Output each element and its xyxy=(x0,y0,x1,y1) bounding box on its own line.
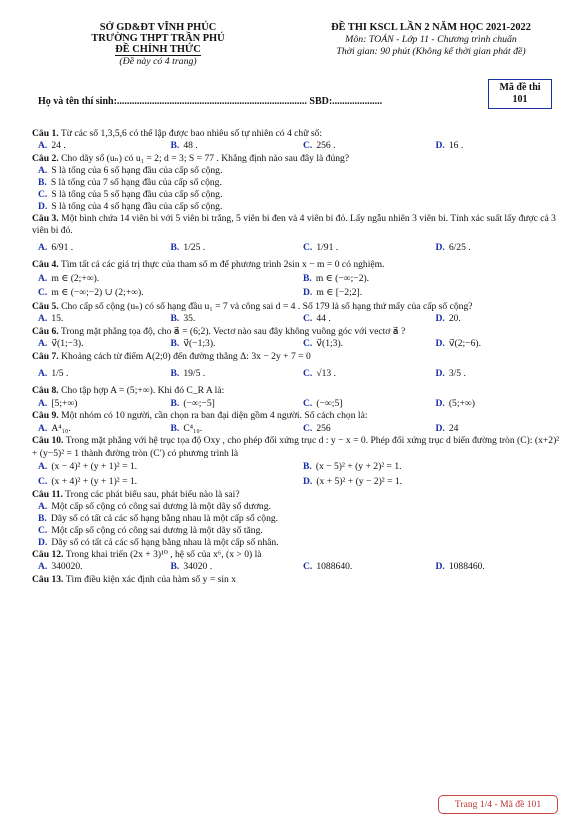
answer-option xyxy=(32,363,165,385)
option-letter: C. xyxy=(303,422,313,434)
answer-option xyxy=(165,237,298,259)
option-text: 6/91 . xyxy=(51,242,74,254)
answer-option xyxy=(32,313,165,326)
option-text: 1/25 . xyxy=(183,242,206,254)
question-text: Cho tập hợp A = (5;+∞). Khi đó C_R A là: xyxy=(61,385,225,397)
answer-option xyxy=(32,165,562,177)
option-text: 35. xyxy=(183,313,196,325)
option-text: (5;+∞) xyxy=(448,397,475,409)
question-number: Câu 3. xyxy=(32,212,59,224)
option-text: S là tổng của 7 số hạng đầu của cấp số cộng. xyxy=(50,177,222,189)
option-letter: D. xyxy=(435,140,445,152)
option-letter: D. xyxy=(435,561,445,573)
exam-header xyxy=(0,22,586,82)
option-letter: A. xyxy=(38,368,48,380)
question-number: Câu 7. xyxy=(32,350,59,362)
option-letter: A. xyxy=(38,242,48,254)
option-text: 24 xyxy=(448,422,459,434)
answer-options xyxy=(32,501,562,548)
option-letter: A. xyxy=(38,422,48,434)
option-text: S là tổng của 5 số hạng đầu của cấp số cộng. xyxy=(51,189,223,200)
question xyxy=(32,301,562,326)
option-text: Dãy số có tất cả các số hạng bằng nhau là một cấp số cộng. xyxy=(50,513,279,525)
question xyxy=(32,153,562,213)
option-letter: B. xyxy=(303,461,312,473)
question-stem xyxy=(32,435,562,460)
option-text: C⁴₁₀. xyxy=(183,422,203,434)
exam-time: Thời gian: 90 phút (Không kể thời gian phát đề) xyxy=(336,45,526,57)
question-number: Câu 5. xyxy=(32,300,59,312)
question-text: Trong mặt phẳng tọa độ, cho a⃗ = (6;2). Vectơ nào sau đây không vuông góc với vectơ a⃗ ? xyxy=(60,325,406,337)
option-letter: D. xyxy=(435,338,445,350)
option-text: A⁴₁₀. xyxy=(51,422,71,434)
option-text: v⃗(2;−6). xyxy=(448,338,481,350)
answer-options xyxy=(32,140,562,153)
answer-option xyxy=(32,513,562,525)
answer-option xyxy=(32,140,165,153)
question xyxy=(32,574,562,586)
question-text: Một bình chứa 14 viên bi với 5 viên bi trắng, 5 viên bi đen và 4 viên bi đỏ. Lấy ngẫu nhiên 3 viên bi. Tính xác suất lấy được cả 3 viên bi đỏ. xyxy=(32,212,556,236)
question-text: Tìm tất cả các giá trị thực của tham số m để phương trình 2sin x − m = 0 có nghiệm. xyxy=(60,259,385,271)
page-footer: Trang 1/4 - Mã đề 101 xyxy=(438,795,558,814)
option-text: v⃗(1;−3). xyxy=(51,338,84,350)
option-text: 1/5 . xyxy=(51,368,69,380)
page-count: (Đề này có 4 trang) xyxy=(119,56,197,67)
answer-options xyxy=(32,398,562,411)
exam-code-value: 101 xyxy=(512,94,528,105)
question-text: Một nhóm có 10 người, cần chọn ra ban đại diện gồm 4 người. Số cách chọn là: xyxy=(61,410,368,422)
official-label: ĐỀ CHÍNH THỨC xyxy=(115,44,201,55)
answer-option xyxy=(165,313,298,326)
question-text: Khoảng cách từ điểm A(2;0) đến đường thẳng Δ: 3x − 2y + 7 = 0 xyxy=(61,350,311,362)
answer-options xyxy=(32,165,562,212)
option-letter: C. xyxy=(38,475,48,487)
option-letter: B. xyxy=(170,140,180,152)
option-letter: D. xyxy=(303,475,313,487)
answer-option xyxy=(430,398,563,411)
question-stem xyxy=(32,385,562,397)
answer-options xyxy=(32,561,562,574)
answer-options xyxy=(32,338,562,351)
question-text: Cho cấp số cộng (uₙ) có số hạng đầu u₁ = 7 và công sai d = 4 . Số 179 là số hạng thứ mấy của cấp số cộng? xyxy=(61,300,473,312)
option-text: 256 . xyxy=(316,140,336,152)
option-text: (x + 5)² + (y − 2)² = 1. xyxy=(316,475,403,487)
answer-options xyxy=(32,423,562,436)
option-text: 3/5 . xyxy=(448,368,466,380)
question xyxy=(32,259,562,300)
option-letter: B. xyxy=(170,313,180,325)
option-text: Dãy số có tất cả các số hạng bằng nhau là một cấp số nhân. xyxy=(51,536,279,548)
option-letter: C. xyxy=(303,397,313,409)
answer-option xyxy=(32,177,562,189)
answer-option xyxy=(32,272,297,287)
answer-options xyxy=(32,363,562,385)
option-letter: C. xyxy=(303,338,313,350)
option-text: m ∈ (2;+∞). xyxy=(51,272,100,284)
answer-option xyxy=(297,561,430,574)
option-letter: C. xyxy=(38,525,48,537)
answer-option xyxy=(32,237,165,259)
option-text: 1088460. xyxy=(448,561,485,573)
option-text: (x − 5)² + (y + 2)² = 1. xyxy=(315,461,402,473)
option-letter: B. xyxy=(38,177,47,189)
option-text: 20. xyxy=(448,313,461,325)
question-number: Câu 12. xyxy=(32,548,64,560)
question xyxy=(32,385,562,410)
option-text: 19/5 . xyxy=(183,368,206,380)
question-text: Trong các phát biểu sau, phát biểu nào là sai? xyxy=(65,489,240,501)
answer-option xyxy=(297,338,430,351)
question-stem xyxy=(32,259,562,271)
answer-option xyxy=(297,475,562,490)
question-number: Câu 8. xyxy=(32,385,59,397)
question xyxy=(32,326,562,351)
option-text: √13 . xyxy=(316,368,336,380)
option-letter: C. xyxy=(303,242,313,254)
option-letter: D. xyxy=(435,242,445,254)
option-letter: B. xyxy=(38,513,47,525)
answer-options xyxy=(32,237,562,259)
option-text: [5;+∞) xyxy=(51,397,78,409)
dept-name: SỞ GD&ĐT VĨNH PHÚC xyxy=(99,22,217,33)
answer-option xyxy=(430,237,563,259)
question xyxy=(32,489,562,549)
question-stem xyxy=(32,489,562,501)
option-text: 48 . xyxy=(183,140,198,152)
answer-option xyxy=(32,501,562,513)
option-letter: A. xyxy=(38,501,48,513)
option-letter: D. xyxy=(435,368,445,380)
option-text: 1088640. xyxy=(316,561,353,573)
question-stem xyxy=(32,153,562,165)
option-letter: A. xyxy=(38,397,48,409)
question xyxy=(32,435,562,489)
answer-option xyxy=(297,423,430,436)
question-number: Câu 1. xyxy=(32,128,59,139)
answer-option xyxy=(165,140,298,153)
option-letter: B. xyxy=(170,338,180,350)
question-number: Câu 13. xyxy=(32,573,64,585)
option-text: v⃗(1;3). xyxy=(316,338,344,350)
question-list xyxy=(32,128,562,586)
answer-option xyxy=(32,525,562,537)
answer-option xyxy=(430,338,563,351)
question-text: Trong khai triển (2x + 3)¹⁰ , hệ số của x⁶, (x > 0) là xyxy=(65,548,262,560)
option-letter: B. xyxy=(170,397,180,409)
question-number: Câu 6. xyxy=(32,325,59,337)
option-text: Một cấp số cộng có công sai dương là một dãy số dương. xyxy=(51,501,271,513)
option-letter: A. xyxy=(38,338,48,350)
option-letter: B. xyxy=(170,561,180,573)
option-text: (−∞;−5] xyxy=(183,397,215,409)
question-text: Từ các số 1,3,5,6 có thể lập được bao nhiêu số tự nhiên có 4 chữ số: xyxy=(60,128,323,139)
question-number: Câu 2. xyxy=(32,153,59,164)
option-letter: C. xyxy=(303,140,313,152)
option-letter: D. xyxy=(435,313,445,325)
question-text: Trong mặt phẳng với hệ trục tọa độ Oxy , cho phép đối xứng trục d : y − x = 0. Phép đối xứng trục d biến đường tròn (C): (x+2)² + (y−5)² = 1 thành đường tròn (C′) có phương trình là xyxy=(32,435,560,459)
school-block xyxy=(38,22,278,68)
option-letter: A. xyxy=(38,313,48,325)
answer-option xyxy=(165,338,298,351)
school-name: TRƯỜNG THPT TRẦN PHÚ xyxy=(91,33,225,44)
answer-option xyxy=(165,423,298,436)
option-text: Một cấp số cộng có công sai dương là một dãy số tăng. xyxy=(51,525,263,537)
option-text: (−∞;5] xyxy=(316,397,343,409)
answer-option xyxy=(297,272,562,287)
answer-option xyxy=(165,561,298,574)
option-text: m ∈ (−∞;−2). xyxy=(315,272,370,284)
question xyxy=(32,213,562,260)
option-text: S là tổng của 4 số hạng đầu của cấp số cộng. xyxy=(51,200,223,212)
option-text: (x + 4)² + (y + 1)² = 1. xyxy=(51,475,138,487)
answer-option xyxy=(297,460,562,475)
answer-option xyxy=(430,561,563,574)
option-letter: A. xyxy=(38,461,48,473)
option-letter: A. xyxy=(38,165,48,177)
question-number: Câu 9. xyxy=(32,410,59,422)
answer-option xyxy=(297,363,430,385)
question-text: Tìm điều kiện xác định của hàm số y = sin x xyxy=(65,573,237,585)
question-stem xyxy=(32,351,562,363)
option-letter: C. xyxy=(38,189,48,200)
answer-option xyxy=(32,338,165,351)
answer-option xyxy=(32,475,297,490)
answer-option xyxy=(32,286,297,301)
answer-options xyxy=(32,460,562,489)
question-stem xyxy=(32,128,562,140)
question-number: Câu 4. xyxy=(32,259,59,271)
question xyxy=(32,351,562,385)
question-stem xyxy=(32,410,562,422)
answer-option xyxy=(32,423,165,436)
answer-option xyxy=(297,237,430,259)
question-text: Cho dãy số (uₙ) có u₁ = 2; d = 3; S = 77 . Khẳng định nào sau đây là đúng? xyxy=(61,153,350,164)
option-letter: A. xyxy=(38,140,48,152)
exam-subject: Môn: TOÁN - Lớp 11 - Chương trình chuẩn xyxy=(345,34,517,45)
question-stem xyxy=(32,574,562,586)
answer-option xyxy=(32,189,562,201)
option-text: 15. xyxy=(51,313,64,325)
answer-option xyxy=(32,561,165,574)
answer-options xyxy=(32,313,562,326)
option-letter: D. xyxy=(435,422,445,434)
question-stem xyxy=(32,301,562,313)
option-text: 44 . xyxy=(316,313,331,325)
option-letter: A. xyxy=(38,272,48,284)
option-text: v⃗(−1;3). xyxy=(183,338,216,350)
option-letter: D. xyxy=(303,287,313,299)
option-letter: B. xyxy=(170,242,180,254)
answer-option xyxy=(430,313,563,326)
answer-option xyxy=(32,398,165,411)
answer-option xyxy=(165,363,298,385)
option-text: 1/91 . xyxy=(316,242,339,254)
option-letter: B. xyxy=(170,422,180,434)
answer-option xyxy=(430,140,563,153)
option-text: 24 . xyxy=(51,140,66,152)
option-letter: B. xyxy=(303,272,312,284)
option-letter: C. xyxy=(38,287,48,299)
answer-option xyxy=(297,398,430,411)
question xyxy=(32,549,562,574)
answer-option xyxy=(165,398,298,411)
question-stem xyxy=(32,549,562,561)
option-letter: C. xyxy=(303,368,313,380)
exam-block xyxy=(296,22,566,57)
option-text: 340020. xyxy=(51,561,83,573)
option-letter: D. xyxy=(38,200,48,212)
option-text: 16 . xyxy=(448,140,464,152)
answer-option xyxy=(32,201,562,213)
question-stem xyxy=(32,213,562,238)
option-letter: D. xyxy=(38,536,48,548)
question-number: Câu 10. xyxy=(32,435,64,447)
option-text: S là tổng của 6 số hạng đầu của cấp số cộng. xyxy=(51,165,223,177)
question-number: Câu 11. xyxy=(32,489,63,501)
question-stem xyxy=(32,326,562,338)
option-text: 6/25 . xyxy=(448,242,471,254)
answer-option xyxy=(32,537,562,549)
exam-code-label: Mã đề thi xyxy=(499,82,541,93)
answer-option xyxy=(297,313,430,326)
answer-option xyxy=(297,140,430,153)
question xyxy=(32,128,562,153)
option-text: 34020 . xyxy=(183,561,213,573)
option-letter: C. xyxy=(303,561,313,573)
question xyxy=(32,410,562,435)
exam-code-box xyxy=(488,79,552,109)
option-text: m ∈ [−2;2]. xyxy=(316,287,363,299)
answer-options xyxy=(32,272,562,301)
answer-option xyxy=(297,286,562,301)
option-text: m ∈ (−∞;−2) ∪ (2;+∞). xyxy=(51,287,144,299)
candidate-line: Họ và tên thí sinh:............................................................................ SBD:.................... xyxy=(38,96,383,107)
option-letter: D. xyxy=(435,397,445,409)
option-letter: C. xyxy=(303,313,313,325)
option-letter: A. xyxy=(38,561,48,573)
exam-title: ĐỀ THI KSCL LẦN 2 NĂM HỌC 2021-2022 xyxy=(331,22,531,33)
option-letter: B. xyxy=(170,368,180,380)
answer-option xyxy=(430,363,563,385)
answer-option xyxy=(430,423,563,436)
answer-option xyxy=(32,460,297,475)
option-text: (x − 4)² + (y + 1)² = 1. xyxy=(51,461,138,473)
option-text: 256 xyxy=(316,422,331,434)
